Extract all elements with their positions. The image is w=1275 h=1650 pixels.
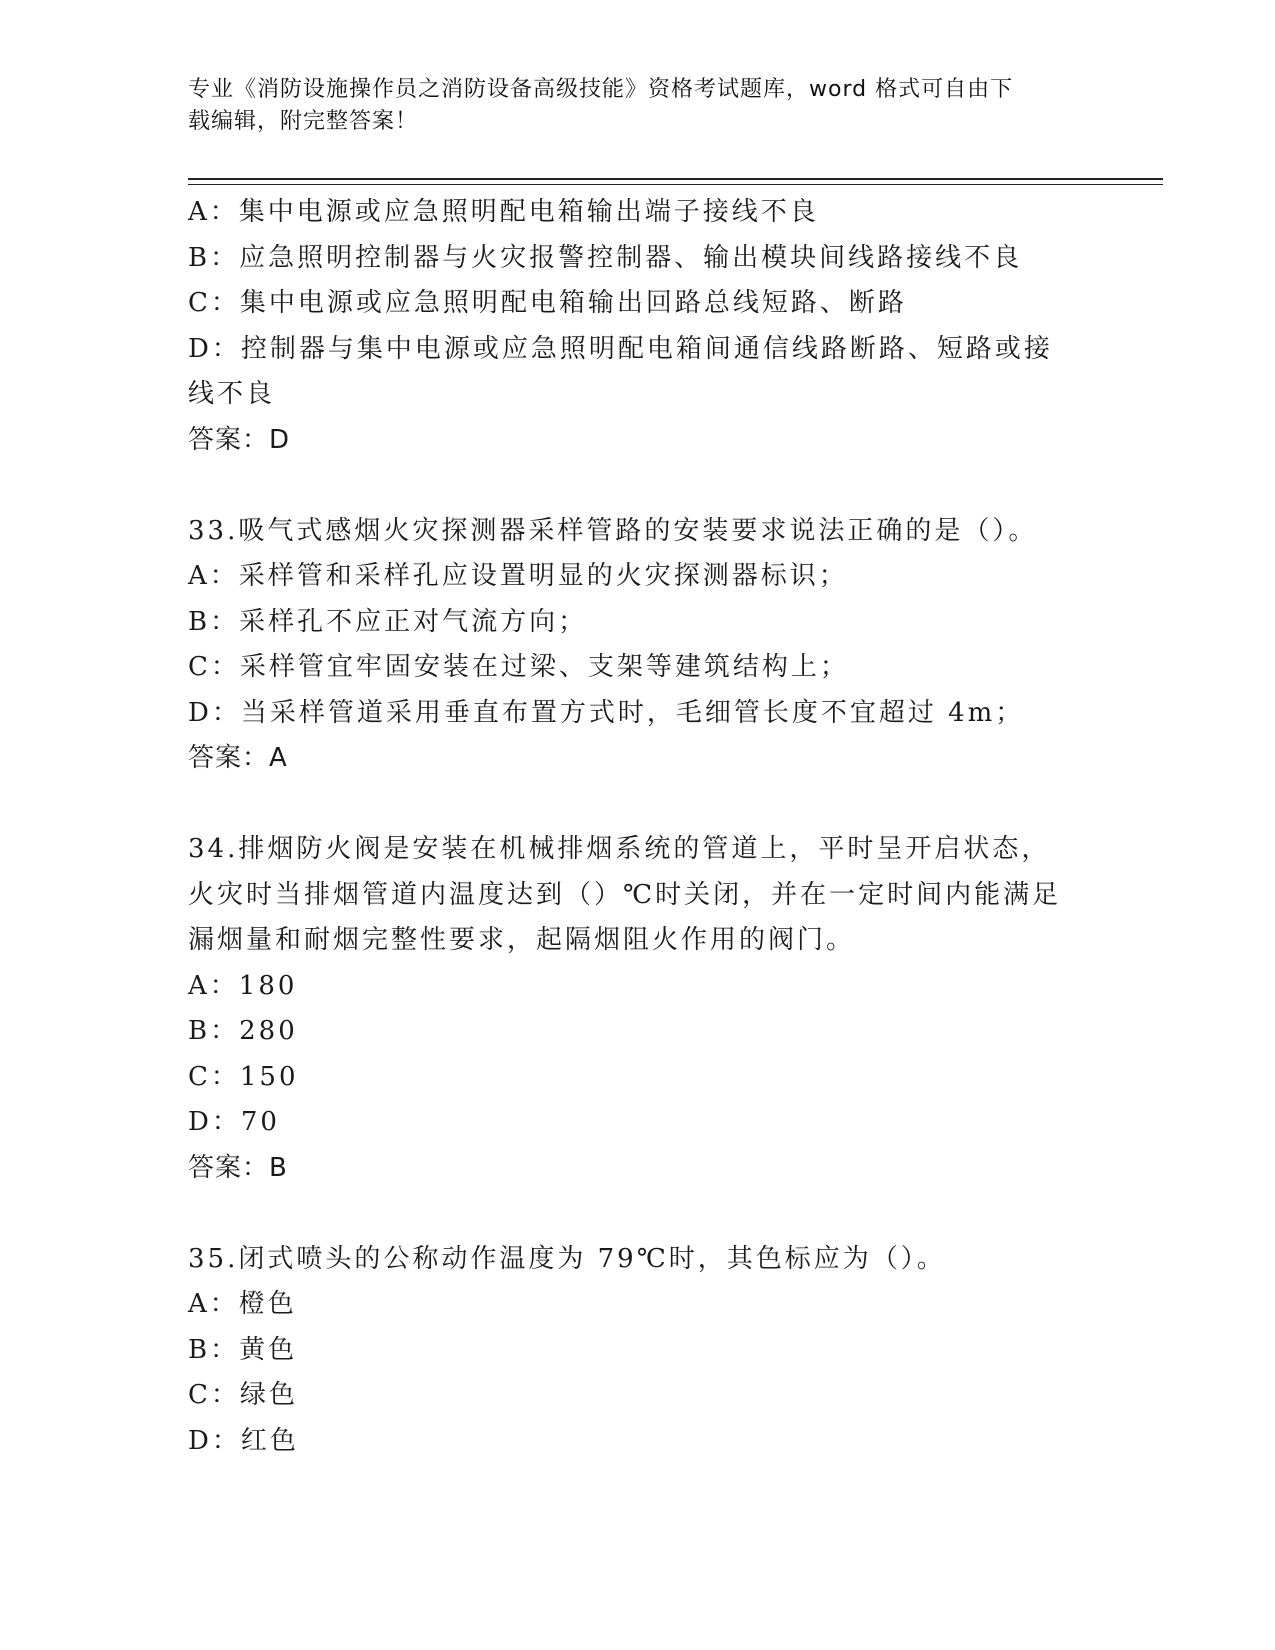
q33-option-b: B：采样孔不应正对气流方向； [188, 606, 588, 637]
q35-option-c: C：绿色 [188, 1380, 298, 1410]
q35-option-d: D：红色 [188, 1425, 299, 1456]
header-intro-line-1: 专业《消防设施操作员之消防设备高级技能》资格考试题库，word 格式可自由下 [188, 77, 1014, 102]
question-34 [188, 827, 1088, 1191]
spacer [188, 782, 1088, 828]
q34-option-a: A：180 [188, 970, 298, 1001]
q33-option-d: D：当采样管道采用垂直布置方式时，毛细管长度不宜超过 4m； [188, 697, 1025, 728]
q34-question-text: 34.排烟防火阀是安装在机械排烟系统的管道上，平时呈开启状态，火灾时当排烟管道内温度达到（）℃时关闭，并在一定时间内能满足漏烟量和耐烟完整性要求，起隔烟阻火作用的阀门。 [188, 834, 1062, 955]
spacer [188, 463, 1088, 509]
q34-option-c: C：150 [188, 1061, 299, 1092]
q35-option-a: A：橙色 [188, 1289, 297, 1319]
header-intro-line-2: 载编辑，附完整答案！ [188, 109, 419, 134]
q35-question-text: 35.闭式喷头的公称动作温度为 79℃时，其色标应为（）。 [188, 1243, 946, 1274]
q34-option-b: B：280 [188, 1016, 298, 1046]
q35-option-b: B：黄色 [188, 1334, 298, 1365]
q33-option-c: C：采样管宜牢固安装在过梁、支架等建筑结构上； [188, 652, 849, 682]
question-33 [188, 509, 1088, 782]
spacer [188, 1191, 1088, 1237]
q32-option-d: D：控制器与集中电源或应急照明配电箱间通信线路断路、短路或接线不良 [188, 333, 1053, 409]
q32-answer: 答案：D [188, 424, 291, 455]
q33-option-a: A：采样管和采样孔应设置明显的火灾探测器标识； [188, 561, 848, 591]
question-32 [188, 190, 1088, 463]
q34-answer: 答案：B [188, 1152, 288, 1183]
q32-option-c: C：集中电源或应急照明配电箱输出回路总线短路、断路 [188, 288, 907, 318]
q33-question-text: 33.吸气式感烟火灾探测器采样管路的安装要求说法正确的是（）。 [188, 515, 1038, 546]
q33-answer: 答案：A [188, 743, 288, 773]
document-header [188, 74, 1088, 138]
header-divider-thick [188, 178, 1163, 180]
question-list [188, 190, 1088, 1464]
q34-option-d: D：70 [188, 1107, 280, 1137]
q32-option-a: A：集中电源或应急照明配电箱输出端子接线不良 [188, 197, 819, 227]
q32-option-b: B：应急照明控制器与火灾报警控制器、输出模块间线路接线不良 [188, 242, 1023, 273]
question-35 [188, 1237, 1088, 1465]
header-divider-thin [188, 184, 1163, 185]
